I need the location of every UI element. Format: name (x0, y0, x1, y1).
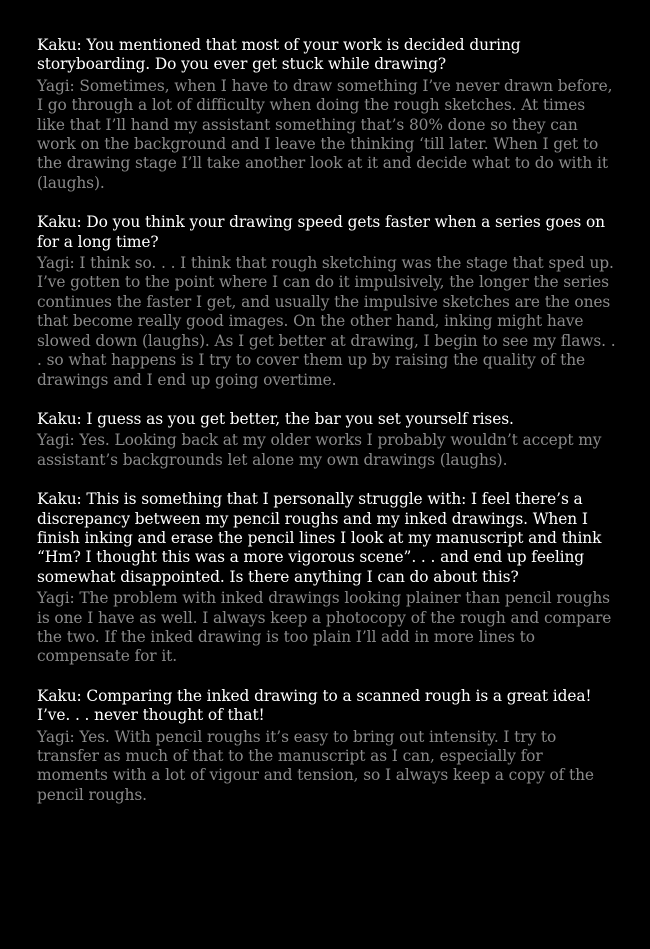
answer-text: Yagi: Yes. With pencil roughs it’s easy to bring out intensity. I try to transfer as much of that to the manuscript as I can, especially for moments with a lot of vigour and tension, so I always keep a copy of the pencil roughs. (37, 727, 594, 804)
question-text: Kaku: I guess as you get better, the bar you set yourself rises. (37, 409, 514, 428)
question-text: Kaku: Comparing the inked drawing to a scanned rough is a great idea! I’ve. . . never thought of that! (37, 686, 592, 725)
answer-text: Yagi: Sometimes, when I have to draw something I’ve never drawn before, I go through a lot of difficulty when doing the rough sketches. At times like that I’ll hand my assistant something that’s 80% done so they can work on the background and I leave the thinking ‘till later. When I get to the drawing stage I’ll take another look at it and decide what to do with it (laughs). (37, 76, 613, 192)
qa-block-2 (37, 213, 617, 390)
qa-block-5 (37, 687, 617, 805)
qa-block-4 (37, 490, 617, 667)
question-text: Kaku: This is something that I personally struggle with: I feel there’s a discrepancy between my pencil roughs and my inked drawings. When I finish inking and erase the pencil lines I look at my manuscript and think “Hm? I thought this was a more vigorous scene”. . . and end up feeling somewhat disappointed. Is there anything I can do about this? (37, 490, 602, 586)
answer-text: Yagi: I think so. . . I think that rough sketching was the stage that sped up. I’ve gotten to the point where I can do it impulsively, the longer the series continues the faster I get, and usually the impulsive sketches are the ones that become really good images. On the other hand, inking might have slowed down (laughs). As I get better at drawing, I begin to see my flaws. . . so what happens is I try to cover them up by raising the quality of the drawings and I end up going overtime. (37, 254, 616, 389)
question-text: Kaku: Do you think your drawing speed gets faster when a series goes on for a long time? (37, 213, 605, 251)
qa-block-3 (37, 410, 617, 470)
answer-text: Yagi: The problem with inked drawings looking plainer than pencil roughs is one I have as well. I always keep a photocopy of the rough and compare the two. If the inked drawing is too plain I’ll add in more lines to compensate for it. (37, 589, 612, 666)
qa-block-1 (37, 36, 617, 193)
answer-text: Yagi: Yes. Looking back at my older works I probably wouldn’t accept my assistant’s backgrounds let alone my own drawings (laughs). (37, 431, 602, 469)
question-text: Kaku: You mentioned that most of your work is decided during storyboarding. Do you ever get stuck while drawing? (37, 36, 521, 74)
interview-text (37, 36, 617, 825)
